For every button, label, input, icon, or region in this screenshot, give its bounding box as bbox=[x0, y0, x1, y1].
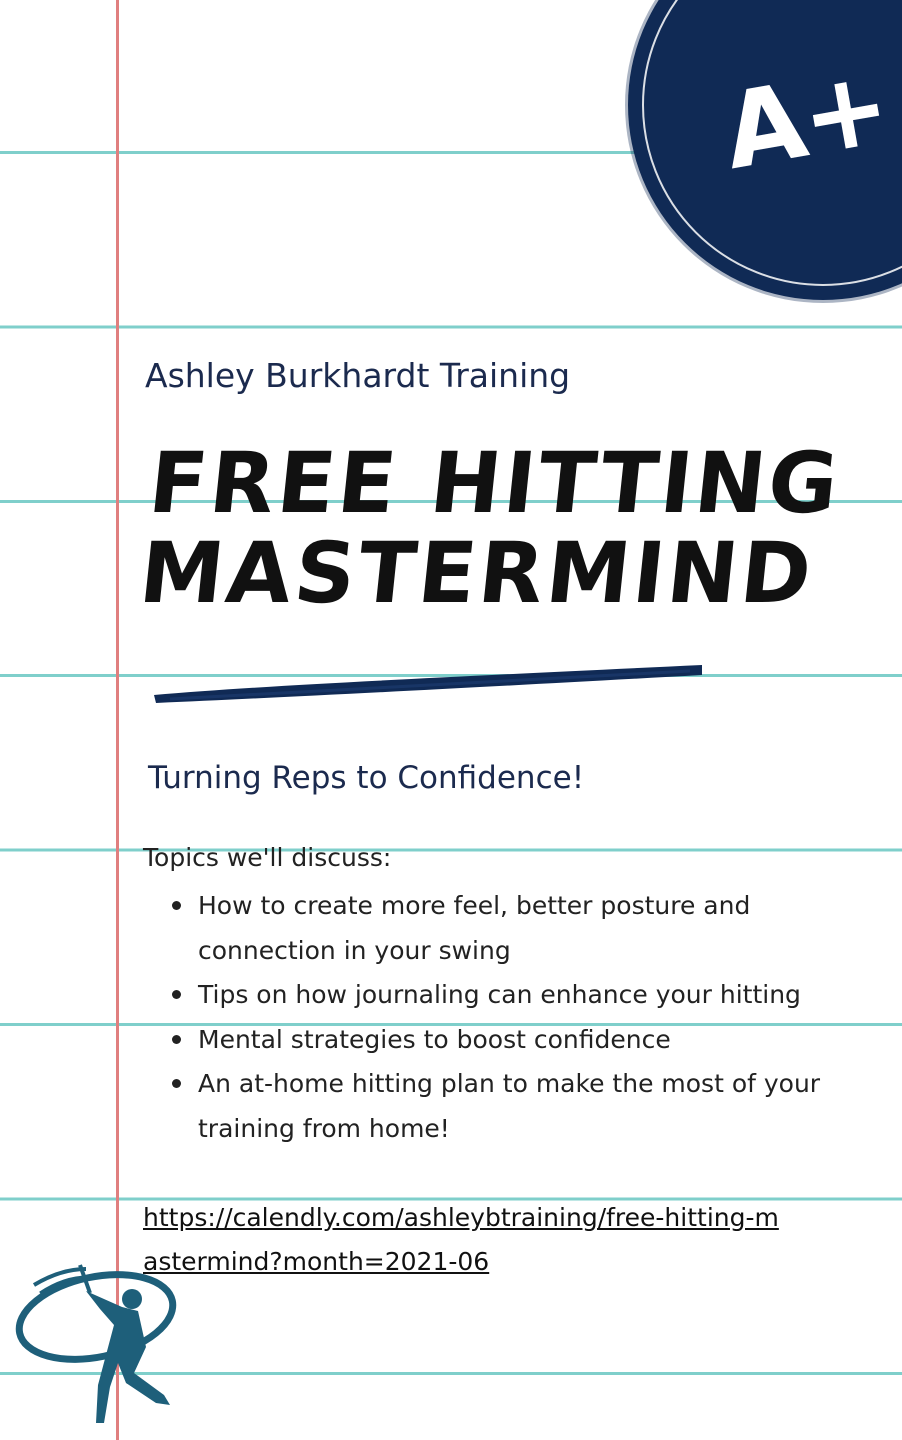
grade-badge bbox=[628, 0, 902, 300]
list-item bbox=[170, 1018, 870, 1063]
topics-list bbox=[170, 884, 870, 1151]
batter-silhouette-logo-icon bbox=[14, 1255, 184, 1430]
topic-text: How to create more feel, better posture and connection in your swing bbox=[198, 891, 751, 965]
tagline: Turning Reps to Confidence! bbox=[148, 760, 585, 796]
list-item bbox=[170, 1062, 870, 1151]
topic-text: An at-home hitting plan to make the most of your training from home! bbox=[198, 1069, 821, 1143]
brand-name: Ashley Burkhardt Training bbox=[145, 356, 571, 395]
notebook-margin-line bbox=[116, 0, 119, 1440]
topic-text: Mental strategies to boost confidence bbox=[198, 1024, 671, 1054]
bullet-icon bbox=[172, 990, 181, 999]
bullet-icon bbox=[172, 1035, 181, 1044]
headline-line-1: FREE HITTING bbox=[144, 434, 846, 532]
calendly-link[interactable]: https://calendly.com/ashleybtraining/free-hitting-mastermind?month=2021-06 bbox=[143, 1203, 779, 1276]
topic-text: Tips on how journaling can enhance your hitting bbox=[198, 980, 801, 1009]
brush-stroke-icon bbox=[150, 655, 710, 715]
headline bbox=[135, 434, 846, 622]
topics-title: Topics we'll discuss: bbox=[143, 843, 392, 872]
bullet-icon bbox=[172, 1079, 181, 1088]
bullet-icon bbox=[172, 901, 181, 910]
badge-grade-text: A+ bbox=[714, 44, 897, 194]
list-item bbox=[170, 884, 870, 973]
headline-line-2: MASTERMIND bbox=[135, 524, 819, 622]
list-item bbox=[170, 973, 870, 1018]
